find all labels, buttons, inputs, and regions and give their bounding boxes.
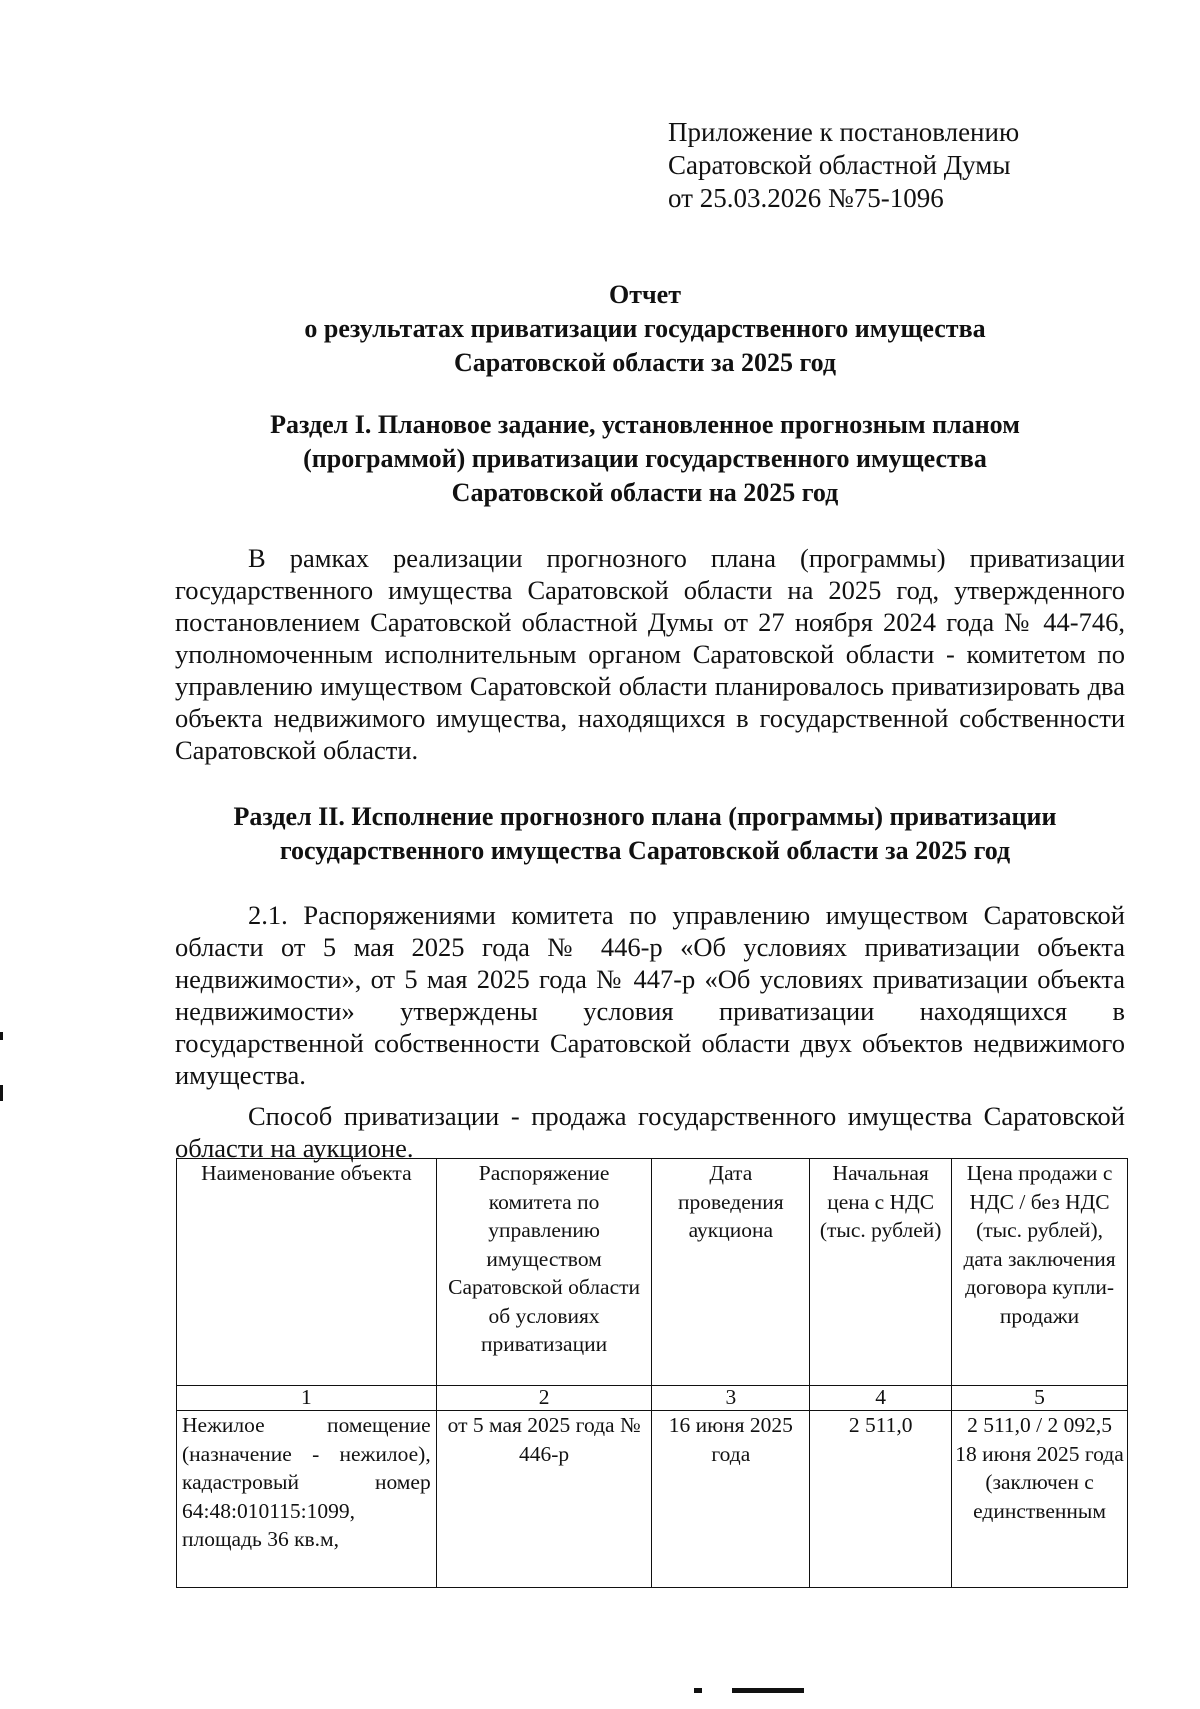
header-object-name: Наименование объекта [177, 1159, 437, 1386]
cell-auction-date: 16 июня 2025 года [652, 1411, 810, 1588]
appendix-line-2: Саратовской областной Думы [668, 150, 1011, 180]
cell-object-name: Нежилое помещение (назначение - нежилое), кадастровый номер 64:48:010115:1099, площадь 36 кв.м, [177, 1411, 437, 1588]
appendix-line-1: Приложение к постановлению [668, 117, 1020, 147]
section-2-paragraph-orders: 2.1. Распоряжениями комитета по управлению имуществом Саратовской области от 5 мая 2025 года № 446-р «Об условиях приватизации объекта недвижимости», от 5 мая 2025 года № 447-р «Об условиях приватизации объекта недвижимости» утверждены условия приватизации находящихся в государственной собственности Саратовской области двух объектов недвижимого имущества. [175, 900, 1125, 1090]
appendix-line-3: от 25.03.2026 №75-1096 [668, 183, 944, 213]
section-1-line-2: (программой) приватизации государственного имущества [303, 444, 987, 473]
cell-start-price: 2 511,0 [810, 1411, 952, 1588]
table-column-numbers-row [177, 1386, 1128, 1411]
table-header-row [177, 1159, 1128, 1386]
report-title-line-2: о результатах приватизации государственного имущества [304, 314, 986, 343]
column-number: 1 [177, 1386, 437, 1411]
scan-margin-mark [0, 1085, 3, 1101]
section-2-line-2: государственного имущества Саратовской области за 2025 год [279, 836, 1011, 865]
header-sale-price: Цена продажи с НДС / без НДС (тыс. рублей), дата заключения договора купли-продажи [952, 1159, 1128, 1386]
section-2-paragraph-method: Способ приватизации - продажа государственного имущества Саратовской области на аукционе. [175, 1101, 1125, 1163]
header-order: Распоряжение комитета по управлению имуществом Саратовской области об условиях приватизации [436, 1159, 652, 1386]
scan-artifact [694, 1688, 702, 1693]
cell-sale-price: 2 511,0 / 2 092,5 18 июня 2025 года (заключен с единственным [952, 1411, 1128, 1588]
column-number: 3 [652, 1386, 810, 1411]
section-1-line-3: Саратовской области на 2025 год [451, 478, 839, 507]
section-1-paragraph: В рамках реализации прогнозного плана (программы) приватизации государственного имущества Саратовской области на 2025 год, утвержденного постановлением Саратовской областной Думы от 27 ноября 2024 года № 44-746, уполномоченным исполнительным органом Саратовской области - комитетом по управлению имуществом Саратовской области планировалось приватизировать два объекта недвижимого имущества, находящихся в государственной собственности Саратовской области. [175, 543, 1125, 765]
scan-artifact [732, 1688, 804, 1693]
appendix-reference [668, 116, 1019, 215]
cell-order: от 5 мая 2025 года № 446-р [436, 1411, 652, 1588]
column-number: 4 [810, 1386, 952, 1411]
table-row [177, 1411, 1128, 1588]
section-1-line-1: Раздел I. Плановое задание, установленное прогнозным планом [270, 410, 1020, 439]
report-title-line-3: Саратовской области за 2025 год [453, 348, 837, 377]
report-title [170, 278, 1120, 380]
section-1-heading [170, 408, 1120, 510]
header-auction-date: Дата проведения аукциона [652, 1159, 810, 1386]
report-title-line-1: Отчет [609, 280, 681, 309]
section-2-line-1: Раздел II. Исполнение прогнозного плана (программы) приватизации [233, 802, 1057, 831]
section-2-heading [170, 800, 1120, 868]
column-number: 2 [436, 1386, 652, 1411]
column-number: 5 [952, 1386, 1128, 1411]
header-start-price: Начальная цена с НДС (тыс. рублей) [810, 1159, 952, 1386]
privatization-objects-table [176, 1158, 1128, 1588]
scan-margin-mark [0, 1032, 3, 1040]
